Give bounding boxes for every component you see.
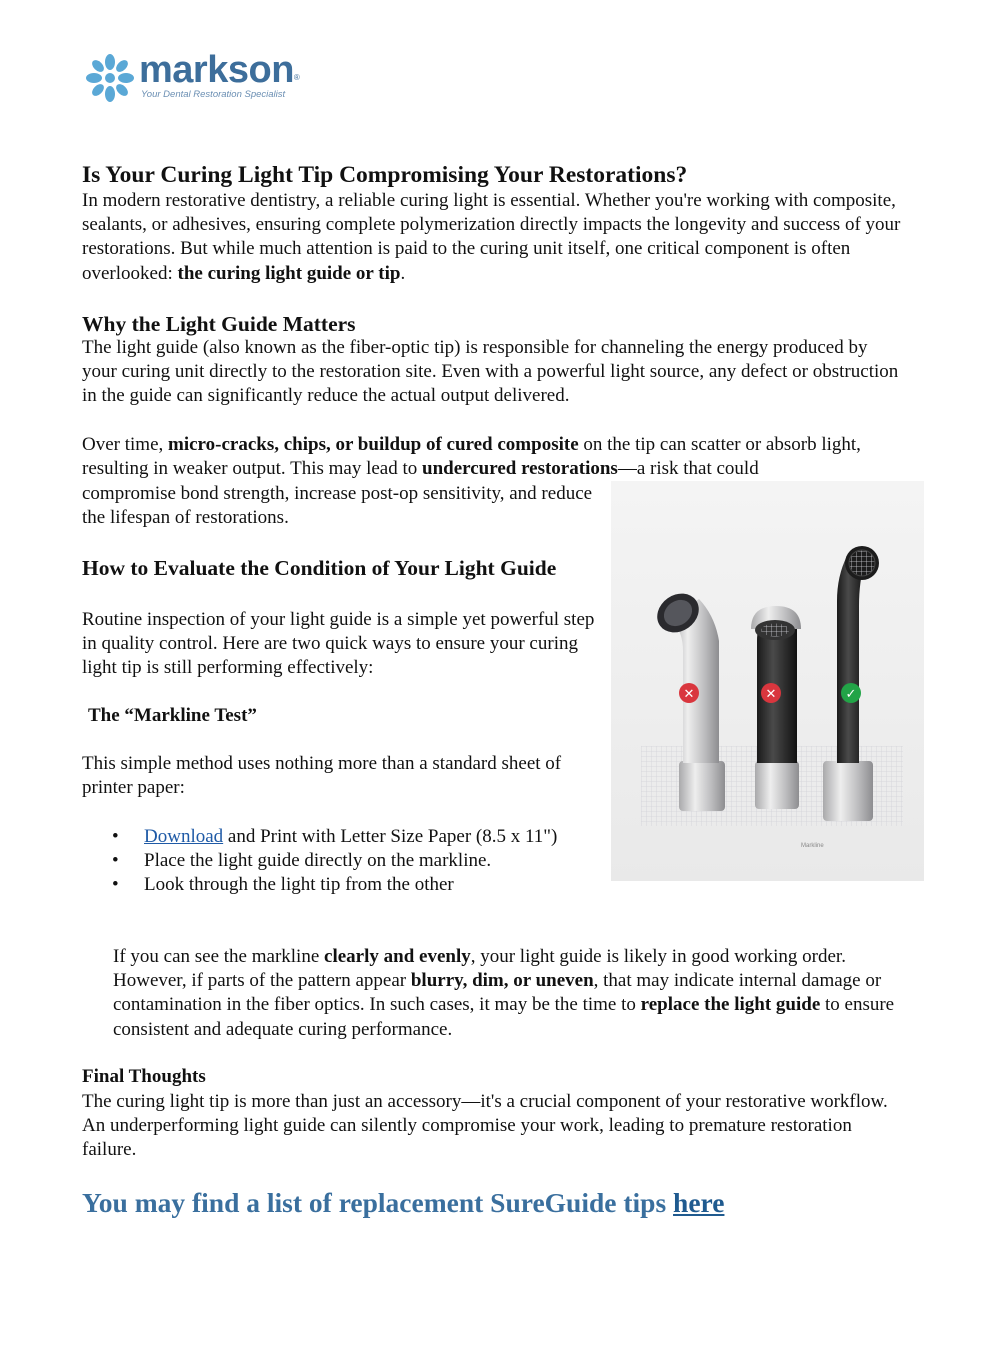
list-item: • Download and Print with Letter Size Paper (8.5 x 11") [112, 826, 558, 847]
snowflake-logo-icon [84, 52, 136, 104]
logo-wordmark: markson® [139, 49, 300, 91]
here-link[interactable]: here [673, 1187, 725, 1218]
x-icon: ✕ [683, 687, 695, 702]
evaluate-heading: How to Evaluate the Condition of Your Light Guide [82, 556, 557, 580]
markline-intro: This simple method uses nothing more than a standard sheet of printer paper: [82, 753, 562, 799]
light-guide-photo [611, 481, 924, 881]
download-link[interactable]: Download [144, 826, 224, 847]
intro-paragraph: In modern restorative dentistry, a reliable curing light is essential. Whether you're working with composite, sealants, or adhesives, ensuring complete polymerization directly impacts the longevity and success of your restorations. But while much attention is paid to the curing unit itself, one critical component is often overlooked: the curing light guide or tip. [82, 190, 901, 284]
why-paragraph-2: Over time, micro-cracks, chips, or buildup of cured composite on the tip can scatter or absorb light, resulting in weaker output. This may lead to undercured restorations—a risk that could [82, 434, 861, 480]
evaluate-paragraph: Routine inspection of your light guide is a simple yet powerful step in quality control. Here are two quick ways to ensure your curing light tip is still performing effectively: [82, 609, 595, 679]
check-icon: ✓ [845, 687, 857, 702]
fail-mark-2 [761, 683, 781, 703]
logo-tagline: Your Dental Restoration Specialist [141, 89, 286, 100]
fail-mark-1 [679, 683, 699, 703]
why-heading: Why the Light Guide Matters [82, 312, 356, 336]
list-item: • Place the light guide directly on the markline. [112, 850, 492, 872]
page-title: Is Your Curing Light Tip Compromising Your Restorations? [82, 162, 688, 188]
replacement-tips-callout: You may find a list of replacement SureGuide tips here [82, 1187, 725, 1218]
pass-mark [841, 683, 861, 703]
x-icon: ✕ [765, 687, 777, 702]
markline-heading: The “Markline Test” [88, 705, 257, 726]
final-heading: Final Thoughts [82, 1066, 206, 1087]
markline-result-paragraph: If you can see the markline clearly and evenly, your light guide is likely in good working order. However, if parts of the pattern appear blurry, dim, or uneven, that may indicate internal damage or contamination in the fiber optics. In such cases, it may be the time to replace the light guide to ensure consistent and adequate curing performance. [113, 946, 895, 1040]
list-item: • Look through the light tip from the other [112, 874, 454, 896]
markline-label: Markline [801, 843, 824, 849]
markline-steps [82, 825, 602, 898]
why-paragraph-1: The light guide (also known as the fiber-optic tip) is responsible for channeling the energy produced by your curing unit directly to the restoration site. Even with a powerful light source, any defect or obstruction in the guide can significantly reduce the actual output delivered. [82, 337, 899, 407]
final-paragraph: The curing light tip is more than just an accessory—it's a crucial component of your restorative workflow. An underperforming light guide can silently compromise your work, leading to premature restoration failure. [82, 1091, 888, 1161]
why-paragraph-2-cont: compromise bond strength, increase post-op sensitivity, and reduce the lifespan of restorations. [82, 483, 593, 529]
registered-mark: ® [293, 73, 300, 82]
